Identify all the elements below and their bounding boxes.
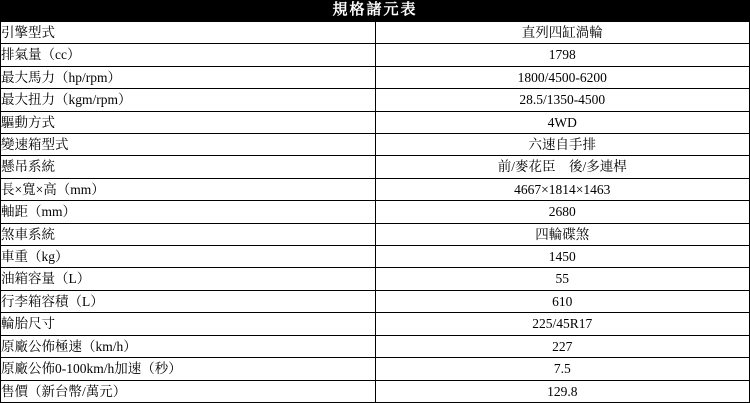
spec-row	[1, 201, 750, 223]
spec-value-cell: 2680	[375, 201, 750, 223]
spec-table-body	[1, 22, 750, 403]
spec-label-cell: 引擎型式	[1, 22, 376, 44]
spec-value-cell: 610	[375, 290, 750, 312]
spec-label-cell: 行李箱容積（L）	[1, 290, 376, 312]
spec-value-cell: 1800/4500-6200	[375, 66, 750, 88]
spec-row	[1, 44, 750, 66]
spec-value-cell: 55	[375, 268, 750, 290]
spec-row	[1, 66, 750, 88]
spec-value-cell: 1450	[375, 246, 750, 268]
spec-label-cell: 原廠公佈極速（km/h）	[1, 335, 376, 357]
spec-label-cell: 車重（kg）	[1, 246, 376, 268]
spec-row	[1, 111, 750, 133]
spec-value-cell: 四輪碟煞	[375, 223, 750, 245]
spec-label-cell: 變速箱型式	[1, 134, 376, 156]
spec-value-cell: 7.5	[375, 358, 750, 380]
spec-row	[1, 246, 750, 268]
spec-table	[0, 21, 750, 403]
spec-row	[1, 335, 750, 357]
spec-label-cell: 輪胎尺寸	[1, 313, 376, 335]
spec-label-cell: 油箱容量（L）	[1, 268, 376, 290]
spec-row	[1, 290, 750, 312]
spec-row	[1, 134, 750, 156]
spec-label-cell: 售價（新台幣/萬元）	[1, 380, 376, 403]
spec-row	[1, 156, 750, 178]
spec-value-cell: 1798	[375, 44, 750, 66]
spec-label-cell: 軸距（mm）	[1, 201, 376, 223]
spec-row	[1, 89, 750, 111]
spec-label-cell: 原廠公佈0-100km/h加速（秒）	[1, 358, 376, 380]
spec-row	[1, 223, 750, 245]
spec-value-cell: 前/麥花臣 後/多連桿	[375, 156, 750, 178]
spec-label-cell: 長×寬×高（mm）	[1, 178, 376, 200]
spec-value-cell: 直列四缸渦輪	[375, 22, 750, 44]
spec-row	[1, 268, 750, 290]
spec-value-cell: 129.8	[375, 380, 750, 403]
spec-value-cell: 227	[375, 335, 750, 357]
spec-label-cell: 懸吊系統	[1, 156, 376, 178]
spec-value-cell: 28.5/1350-4500	[375, 89, 750, 111]
spec-row	[1, 22, 750, 44]
spec-row	[1, 178, 750, 200]
spec-value-cell: 4667×1814×1463	[375, 178, 750, 200]
spec-label-cell: 驅動方式	[1, 111, 376, 133]
spec-row	[1, 358, 750, 380]
spec-row	[1, 313, 750, 335]
page-title: 規格諸元表	[332, 2, 418, 18]
spec-label-cell: 最大扭力（kgm/rpm）	[1, 89, 376, 111]
spec-row	[1, 380, 750, 403]
spec-label-cell: 排氣量（cc）	[1, 44, 376, 66]
spec-value-cell: 六速自手排	[375, 134, 750, 156]
spec-value-cell: 225/45R17	[375, 313, 750, 335]
table-title-bar	[0, 0, 750, 21]
spec-value-cell: 4WD	[375, 111, 750, 133]
spec-label-cell: 煞車系統	[1, 223, 376, 245]
spec-label-cell: 最大馬力（hp/rpm）	[1, 66, 376, 88]
